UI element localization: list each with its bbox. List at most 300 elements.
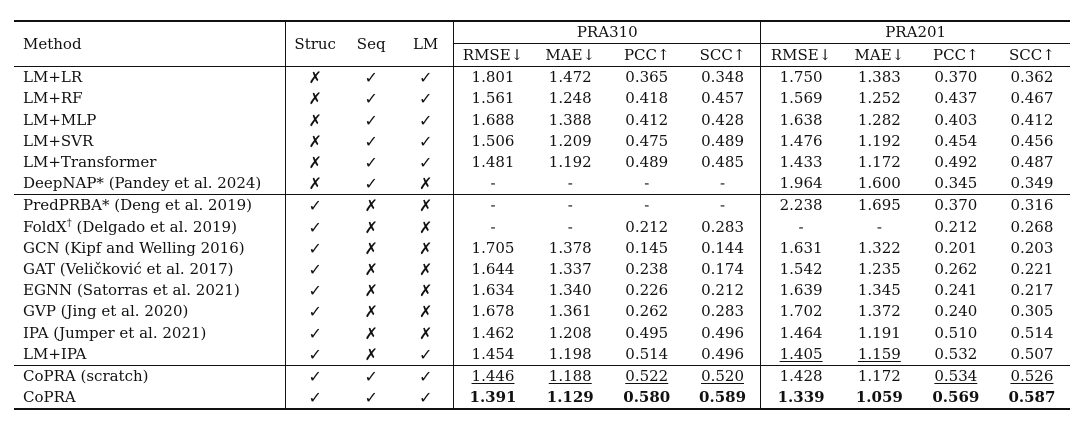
- pra310-value: 0.589: [699, 388, 747, 407]
- pra201-value: 1.964: [779, 174, 823, 193]
- pra310-value-cell: [609, 88, 685, 109]
- pra310-value: -: [720, 174, 726, 193]
- method-name: LM+Transformer: [23, 153, 157, 172]
- pra310-value: 0.262: [625, 302, 669, 321]
- pra310-value: 1.454: [471, 344, 515, 363]
- method-cell: [14, 88, 286, 109]
- cross-mark-icon: ✗: [398, 238, 454, 259]
- pra201-value: 0.487: [1010, 153, 1054, 172]
- cross-mark-icon: ✗: [308, 174, 322, 194]
- method-cell: [14, 344, 286, 366]
- check-mark-icon: ✓: [308, 344, 322, 364]
- pra310-value-cell: [454, 195, 532, 217]
- pra310-value: 1.462: [471, 323, 515, 342]
- pra201-value-cell: [918, 67, 994, 89]
- pra310-value: -: [644, 196, 650, 215]
- method-cell: [14, 365, 286, 387]
- pra201-value: 1.192: [857, 131, 901, 150]
- method-cell: [14, 280, 286, 301]
- cross-mark-icon: ✗: [398, 322, 454, 343]
- method-name: GVP (Jing et al. 2020): [23, 302, 189, 321]
- pra310-value: 0.144: [701, 238, 745, 257]
- pra310-value-cell: [685, 322, 761, 343]
- method-cell: [14, 238, 286, 259]
- pra201-value: 1.282: [857, 110, 901, 129]
- pra201-value-cell: [761, 344, 841, 366]
- pra310-value-cell: [609, 195, 685, 217]
- method-name: LM+LR: [23, 68, 83, 87]
- pra201-value: 0.362: [1010, 68, 1054, 87]
- table-body: [14, 67, 1070, 410]
- pra310-value-cell: [609, 173, 685, 195]
- method-cell: [14, 110, 286, 131]
- pra201-value-cell: [841, 344, 918, 366]
- pra201-value-cell: [994, 110, 1070, 131]
- pra201-value: 0.370: [934, 68, 978, 87]
- pra201-value-cell: [761, 88, 841, 109]
- pra201-value-cell: [994, 387, 1070, 409]
- pra310-value-cell: [609, 301, 685, 322]
- pra201-value-cell: [761, 131, 841, 152]
- pra201-value: 0.437: [934, 89, 978, 108]
- struc-header: Struc: [294, 34, 336, 53]
- pra201-value: 1.702: [779, 302, 823, 321]
- cross-mark-icon: ✗: [398, 259, 454, 280]
- pra310-value-cell: [685, 387, 761, 409]
- pra201-value-cell: [761, 365, 841, 387]
- pra201-value-cell: [841, 387, 918, 409]
- pra310-value-cell: [454, 322, 532, 343]
- pra201-value: 1.750: [779, 68, 823, 87]
- pra201-value-cell: [841, 259, 918, 280]
- pra201-value-cell: [918, 152, 994, 173]
- pra201-value-cell: [918, 88, 994, 109]
- pra310-value: 0.283: [701, 217, 745, 236]
- method-name: PredPRBA* (Deng et al. 2019): [23, 196, 253, 215]
- pra310-value: 0.485: [701, 153, 745, 172]
- pra201-value: 0.203: [1010, 238, 1054, 257]
- table-row: [14, 173, 1070, 195]
- pra201-value-cell: [761, 387, 841, 409]
- pra201-value: 0.587: [1008, 388, 1056, 407]
- pra201-value-cell: [841, 67, 918, 89]
- pra310-value: 0.238: [625, 259, 669, 278]
- cross-mark-icon: ✗: [308, 153, 322, 173]
- method-cell: [14, 67, 286, 89]
- table-row: [14, 322, 1070, 343]
- table-row: [14, 301, 1070, 322]
- pra310-value: -: [644, 174, 650, 193]
- method-cell: [14, 322, 286, 343]
- pra310-value: 1.361: [548, 302, 592, 321]
- method-name: LM+IPA: [23, 344, 87, 363]
- pra310-value: 0.174: [701, 259, 745, 278]
- pra201-value: 1.059: [855, 388, 903, 407]
- pra201-value: 1.476: [779, 131, 823, 150]
- pra310-value: 1.506: [471, 131, 515, 150]
- pra310-value: 0.475: [625, 131, 669, 150]
- method-header: Method: [14, 21, 286, 67]
- check-mark-icon: ✓: [308, 323, 322, 343]
- pra201-value-cell: [841, 280, 918, 301]
- method-name: CoPRA (scratch): [23, 366, 149, 385]
- table-row: [14, 195, 1070, 217]
- pra201-value: 1.339: [777, 388, 825, 407]
- pra310-value: 1.208: [548, 323, 592, 342]
- cross-mark-icon: ✗: [398, 217, 454, 238]
- pra201-value: 0.526: [1010, 366, 1054, 385]
- cross-mark-icon: ✗: [398, 173, 454, 195]
- pra310-value: 0.412: [625, 110, 669, 129]
- cross-mark-icon: ✗: [364, 344, 378, 364]
- check-mark-icon: ✓: [364, 388, 378, 408]
- pra310-value-cell: [609, 365, 685, 387]
- pra201-value: 0.454: [934, 131, 978, 150]
- pra201-value-cell: [761, 238, 841, 259]
- table-row: [14, 152, 1070, 173]
- pra310-value: -: [567, 217, 573, 236]
- pra201-value: 1.569: [779, 89, 823, 108]
- seq-header: Seq: [356, 34, 386, 53]
- pra310-value: 1.129: [546, 388, 594, 407]
- pra201-value: 1.695: [857, 196, 901, 215]
- check-mark-icon: ✓: [364, 153, 378, 173]
- pra310-value-cell: [685, 259, 761, 280]
- pra310-value: 1.188: [548, 366, 592, 385]
- pra310-value-cell: [454, 365, 532, 387]
- cross-mark-icon: ✗: [364, 302, 378, 322]
- table-header: [14, 21, 1070, 67]
- pra201-value-cell: [994, 344, 1070, 366]
- pra310-value: 1.678: [471, 302, 515, 321]
- method-cell: [14, 173, 286, 195]
- cross-mark-icon: ✗: [308, 110, 322, 130]
- pra201-metric-header: MAE↓: [854, 45, 905, 64]
- pra310-value: -: [720, 196, 726, 215]
- pra201-value: 0.510: [934, 323, 978, 342]
- pra201-value-cell: [841, 131, 918, 152]
- pra310-metric-header: MAE↓: [545, 45, 596, 64]
- pra310-value-cell: [532, 217, 609, 238]
- pra201-value-cell: [918, 301, 994, 322]
- method-cell: [14, 217, 286, 238]
- pra310-value-cell: [532, 173, 609, 195]
- method-citation: (Delgado et al. 2019): [71, 217, 237, 236]
- pra201-value: 0.240: [934, 302, 978, 321]
- cross-mark-icon: ✗: [364, 281, 378, 301]
- pra201-value-cell: [918, 344, 994, 366]
- pra310-value: 0.212: [625, 217, 669, 236]
- pra201-value: 1.172: [857, 366, 901, 385]
- pra201-value-cell: [994, 67, 1070, 89]
- pra310-value: 1.634: [471, 281, 515, 300]
- pra201-value: 1.639: [779, 281, 823, 300]
- pra310-value: 1.705: [471, 238, 515, 257]
- pra201-metric-header: SCC↑: [1009, 45, 1055, 64]
- pra201-value-cell: [994, 301, 1070, 322]
- pra201-value-cell: [994, 131, 1070, 152]
- pra310-value: 1.340: [548, 281, 592, 300]
- pra310-value-cell: [454, 131, 532, 152]
- pra310-value: 0.457: [701, 89, 745, 108]
- pra201-value: 0.456: [1010, 131, 1054, 150]
- pra310-value-cell: [532, 344, 609, 366]
- pra310-value-cell: [609, 152, 685, 173]
- check-mark-icon: ✓: [308, 238, 322, 258]
- lm-header: LM: [398, 21, 454, 67]
- pra310-value: 0.348: [701, 68, 745, 87]
- check-mark-icon: ✓: [308, 259, 322, 279]
- check-mark-icon: ✓: [398, 387, 454, 409]
- pra310-value-cell: [685, 131, 761, 152]
- pra201-value-cell: [761, 110, 841, 131]
- pra310-value: 1.388: [548, 110, 592, 129]
- pra201-metric-header: PCC↑: [933, 45, 979, 64]
- method-name: IPA (Jumper et al. 2021): [23, 323, 207, 342]
- pra201-value: 1.405: [779, 344, 823, 363]
- pra201-value-cell: [918, 173, 994, 195]
- check-mark-icon: ✓: [364, 68, 378, 88]
- pra201-value-cell: [841, 152, 918, 173]
- pra310-metric-header: SCC↑: [685, 44, 761, 67]
- results-table: [14, 20, 1070, 410]
- pra201-value: 1.600: [857, 174, 901, 193]
- method-name: GCN (Kipf and Welling 2016): [23, 238, 245, 257]
- check-mark-icon: ✓: [398, 365, 454, 387]
- pra201-value-cell: [841, 110, 918, 131]
- pra201-metric-header: RMSE↓: [770, 45, 832, 64]
- pra201-value: 0.345: [934, 174, 978, 193]
- cross-mark-icon: ✗: [364, 196, 378, 216]
- method-cell: [14, 387, 286, 409]
- pra310-value: 0.283: [701, 302, 745, 321]
- pra201-value: 1.172: [857, 153, 901, 172]
- pra201-value: 0.467: [1010, 89, 1054, 108]
- pra310-value-cell: [454, 238, 532, 259]
- table-row: [14, 387, 1070, 409]
- pra201-value: 0.268: [1010, 217, 1054, 236]
- pra201-value-cell: [841, 365, 918, 387]
- pra310-value: 1.472: [548, 68, 592, 87]
- pra310-value-cell: [609, 217, 685, 238]
- pra310-value-cell: [685, 88, 761, 109]
- pra310-value-cell: [532, 365, 609, 387]
- pra201-value: 0.262: [934, 259, 978, 278]
- pra310-value-cell: [685, 344, 761, 366]
- results-table-container: [14, 20, 1070, 410]
- pra310-value-cell: [532, 152, 609, 173]
- pra201-value-cell: [994, 322, 1070, 343]
- pra201-value-cell: [841, 195, 918, 217]
- method-name: LM+SVR: [23, 131, 94, 150]
- pra201-value-cell: [994, 88, 1070, 109]
- pra201-value-cell: [761, 173, 841, 195]
- pra201-value: 1.631: [779, 238, 823, 257]
- pra310-value-cell: [532, 280, 609, 301]
- check-mark-icon: ✓: [308, 302, 322, 322]
- cross-mark-icon: ✗: [398, 195, 454, 217]
- check-mark-icon: ✓: [364, 174, 378, 194]
- pra201-value: 0.217: [1010, 281, 1054, 300]
- pra310-value-cell: [609, 280, 685, 301]
- pra201-value-cell: [841, 301, 918, 322]
- pra310-value-cell: [685, 67, 761, 89]
- pra310-value-cell: [454, 110, 532, 131]
- check-mark-icon: ✓: [364, 89, 378, 109]
- pra310-value-cell: [685, 110, 761, 131]
- pra201-value-cell: [918, 387, 994, 409]
- pra201-value-cell: [918, 322, 994, 343]
- pra201-value: -: [876, 217, 882, 236]
- pra310-value: 1.378: [548, 238, 592, 257]
- method-name: DeepNAP* (Pandey et al. 2024): [23, 174, 262, 193]
- pra310-value: 0.489: [701, 131, 745, 150]
- pra310-value: 1.192: [548, 153, 592, 172]
- pra310-value-cell: [609, 131, 685, 152]
- pra310-value: 0.496: [701, 344, 745, 363]
- pra310-value: 1.561: [471, 89, 515, 108]
- pra310-value-cell: [685, 152, 761, 173]
- pra201-value-cell: [994, 217, 1070, 238]
- table-row: [14, 280, 1070, 301]
- pra201-value-cell: [994, 173, 1070, 195]
- method-cell: [14, 195, 286, 217]
- pra201-header: PRA201: [761, 21, 1070, 44]
- pra201-value: 0.316: [1010, 196, 1054, 215]
- pra310-value: 1.248: [548, 89, 592, 108]
- pra201-value: 1.464: [779, 323, 823, 342]
- method-name: LM+RF: [23, 89, 83, 108]
- table-row: [14, 131, 1070, 152]
- check-mark-icon: ✓: [308, 281, 322, 301]
- pra310-value: -: [490, 196, 496, 215]
- pra201-value: 1.252: [857, 89, 901, 108]
- table-row: [14, 259, 1070, 280]
- pra310-value-cell: [609, 344, 685, 366]
- pra201-value-cell: [918, 238, 994, 259]
- pra201-value: 0.569: [932, 388, 980, 407]
- check-mark-icon: ✓: [364, 131, 378, 151]
- pra310-value-cell: [685, 301, 761, 322]
- pra201-value: 0.507: [1010, 344, 1054, 363]
- pra201-value: 0.305: [1010, 302, 1054, 321]
- cross-mark-icon: ✗: [364, 259, 378, 279]
- pra310-value: 1.198: [548, 344, 592, 363]
- table-row: [14, 365, 1070, 387]
- pra201-value: 1.235: [857, 259, 901, 278]
- pra310-value-cell: [609, 110, 685, 131]
- pra310-value: 0.520: [701, 366, 745, 385]
- pra201-value: 0.221: [1010, 259, 1054, 278]
- pra310-value: 0.496: [701, 323, 745, 342]
- pra310-value: 0.514: [625, 344, 669, 363]
- pra201-value-cell: [841, 173, 918, 195]
- cross-mark-icon: ✗: [398, 280, 454, 301]
- pra201-value-cell: [918, 217, 994, 238]
- pra201-value-cell: [918, 195, 994, 217]
- pra310-value: 0.226: [625, 281, 669, 300]
- pra310-value-cell: [454, 387, 532, 409]
- pra201-value: 1.638: [779, 110, 823, 129]
- pra201-value: 0.492: [934, 153, 978, 172]
- pra310-value-cell: [609, 322, 685, 343]
- pra310-value-cell: [532, 110, 609, 131]
- pra201-value-cell: [918, 259, 994, 280]
- pra310-value-cell: [454, 301, 532, 322]
- pra310-value-cell: [454, 344, 532, 366]
- pra310-value-cell: [609, 238, 685, 259]
- pra310-value-cell: [532, 301, 609, 322]
- pra201-value: 0.201: [934, 238, 978, 257]
- pra310-value: 0.428: [701, 110, 745, 129]
- pra201-value: 1.383: [857, 68, 901, 87]
- pra310-value-cell: [532, 67, 609, 89]
- pra201-value-cell: [994, 259, 1070, 280]
- cross-mark-icon: ✗: [364, 217, 378, 237]
- pra201-value: 1.322: [857, 238, 901, 257]
- method-name: CoPRA: [23, 388, 76, 407]
- pra201-value-cell: [761, 195, 841, 217]
- pra201-value: 1.372: [857, 302, 901, 321]
- pra201-value: 0.403: [934, 110, 978, 129]
- table-row: [14, 67, 1070, 89]
- pra310-header: PRA310: [454, 21, 761, 44]
- pra310-value: 1.337: [548, 259, 592, 278]
- cross-mark-icon: ✗: [308, 131, 322, 151]
- pra310-value: 0.580: [623, 388, 671, 407]
- check-mark-icon: ✓: [398, 131, 454, 152]
- check-mark-icon: ✓: [398, 110, 454, 131]
- pra310-value-cell: [532, 387, 609, 409]
- pra201-value-cell: [841, 217, 918, 238]
- pra310-value-cell: [454, 217, 532, 238]
- pra310-value-cell: [532, 195, 609, 217]
- table-row: [14, 238, 1070, 259]
- check-mark-icon: ✓: [398, 88, 454, 109]
- table-row: [14, 110, 1070, 131]
- pra201-value: 1.345: [857, 281, 901, 300]
- cross-mark-icon: ✗: [364, 323, 378, 343]
- check-mark-icon: ✓: [308, 366, 322, 386]
- check-mark-icon: ✓: [308, 217, 322, 237]
- method-cell: [14, 301, 286, 322]
- pra310-value-cell: [685, 173, 761, 195]
- pra201-value-cell: [841, 238, 918, 259]
- pra201-value: 0.532: [934, 344, 978, 363]
- pra201-value-cell: [918, 131, 994, 152]
- pra201-value-cell: [761, 322, 841, 343]
- pra310-metric-header: RMSE↓: [462, 45, 524, 64]
- pra201-value: 1.428: [779, 366, 823, 385]
- pra201-value-cell: [994, 280, 1070, 301]
- pra201-value: 1.433: [779, 153, 823, 172]
- check-mark-icon: ✓: [308, 388, 322, 408]
- pra201-value: 1.542: [779, 259, 823, 278]
- method-name: EGNN (Satorras et al. 2021): [23, 281, 240, 300]
- pra201-value: 0.370: [934, 196, 978, 215]
- pra201-value-cell: [994, 195, 1070, 217]
- pra201-value: 2.238: [779, 196, 823, 215]
- pra310-value: 1.688: [471, 110, 515, 129]
- method-cell: [14, 259, 286, 280]
- pra310-value: 0.489: [625, 153, 669, 172]
- pra310-value-cell: [685, 195, 761, 217]
- pra201-value-cell: [761, 301, 841, 322]
- pra310-value: 1.446: [471, 366, 515, 385]
- method-name: FoldX: [23, 217, 67, 236]
- pra310-value: 0.495: [625, 323, 669, 342]
- pra310-value: 1.481: [471, 153, 515, 172]
